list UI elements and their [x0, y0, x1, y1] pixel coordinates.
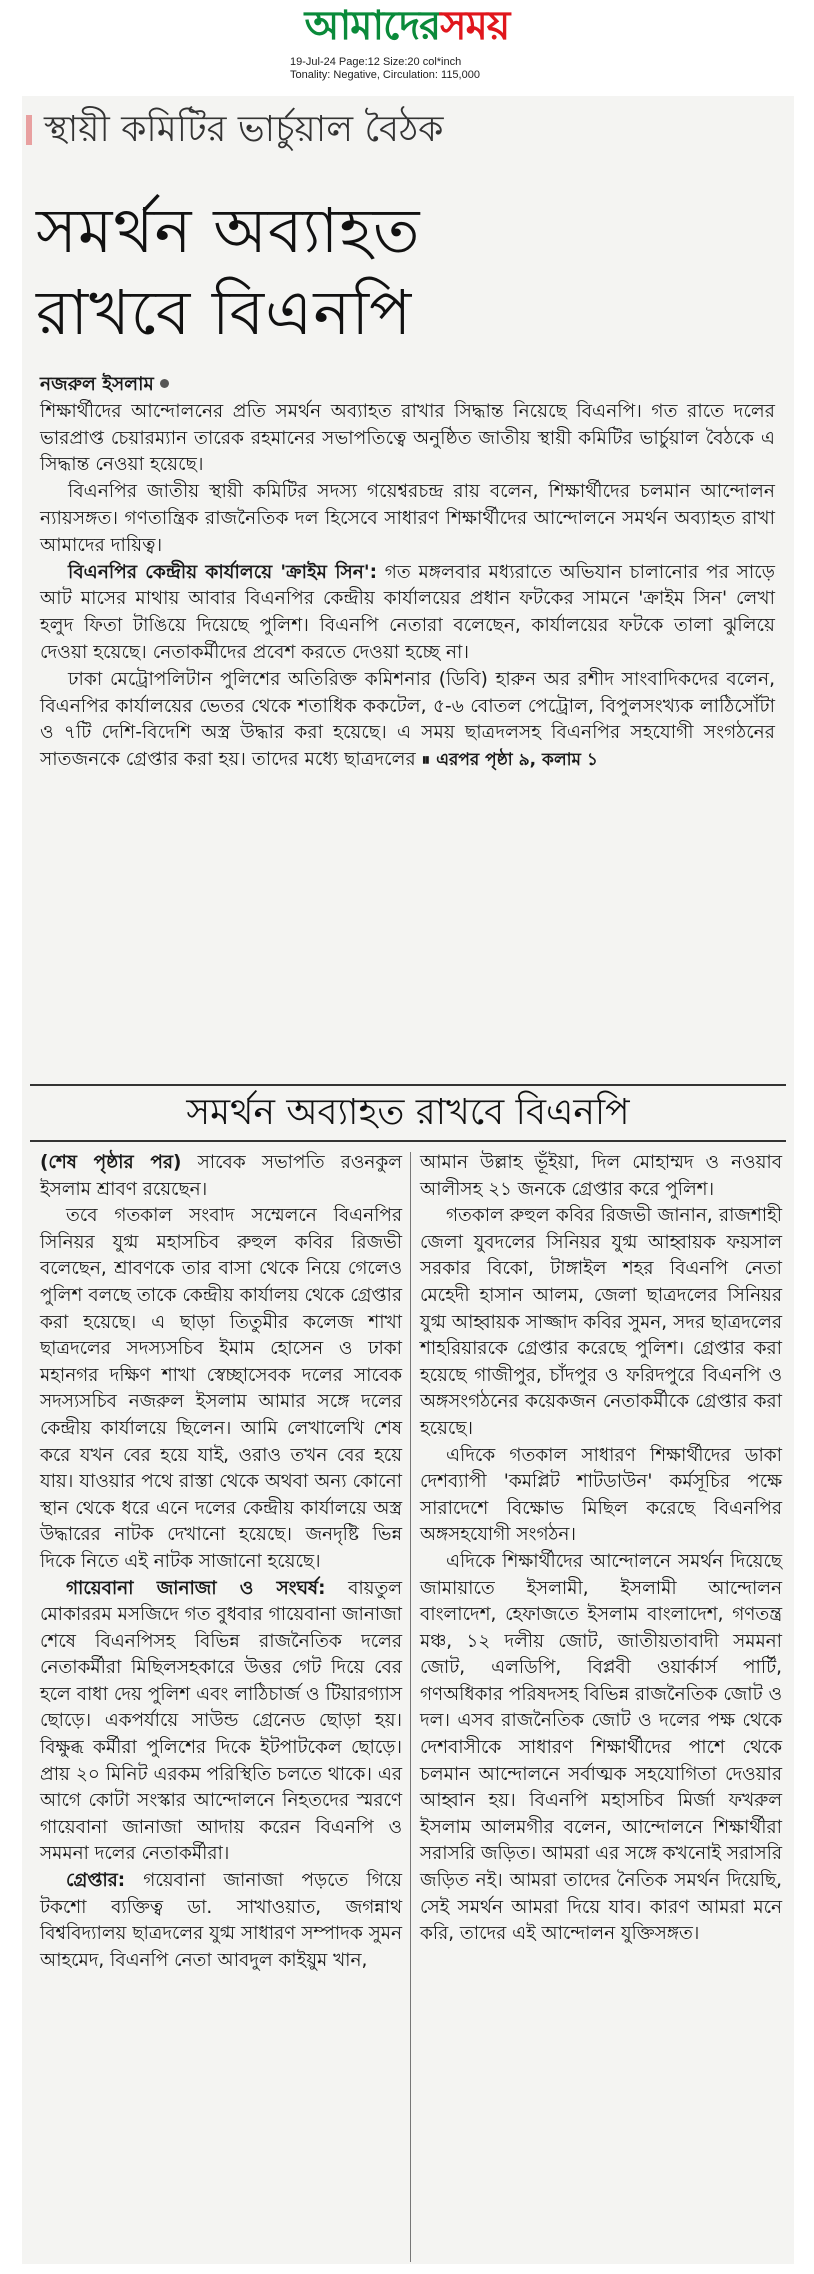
article-kicker	[26, 108, 443, 152]
continued-marker: ⏸ এরপর পৃষ্ঠা ৯, কলাম ১	[421, 750, 598, 771]
masthead	[0, 0, 814, 50]
column-divider	[410, 1152, 411, 2262]
kicker-bar-icon	[26, 115, 32, 145]
byline	[40, 372, 775, 399]
headline-line-2: রাখবে বিএনপি	[36, 276, 413, 349]
paragraph-3-text: গত মঙ্গলবার মধ্যরাতে অভিযান চালানোর পর সাড়ে আট মাসের মাথায় আবার বিএনপির কেন্দ্রীয় কার্যালয়ের প্রধান ফটকের সামনে 'ক্রাইম সিন' লেখা হলুদ ফিতা টাঙিয়ে দিয়েছে পুলিশ। বিএনপি নেতারা বলেছেন, কার্যালয়ের ফটকে তালা ঝুলিয়ে দেওয়া হয়েছে। নেতাকর্মীদের প্রবেশ করতে দেওয়া হচ্ছে না।	[40, 561, 775, 663]
byline-name: নজরুল ইসলাম	[40, 374, 154, 395]
jump-headline: সমর্থন অব্যাহত রাখবে বিএনপি	[186, 1092, 630, 1133]
logo-text-part2: সময়	[440, 3, 510, 49]
subheading-crime-scene: বিএনপির কেন্দ্রীয় কার্যালয়ে 'ক্রাইম সিন':	[68, 561, 378, 583]
jump-left-paragraph-1	[40, 1150, 402, 1203]
paragraph-3	[40, 560, 775, 667]
paragraph-2: বিএনপির জাতীয় স্থায়ী কমিটির সদস্য গয়েশ্বরচন্দ্র রায় বলেন, শিক্ষার্থীদের চলমান আন্দোলন ন্যায়সঙ্গত। গণতান্ত্রিক রাজনৈতিক দল হিসেবে সাধারণ শিক্ষার্থীদের আন্দোলনে সমর্থন অব্যাহত রাখা আমাদের দায়িত্ব।	[40, 481, 775, 556]
subheading-arrest: গ্রেপ্তার:	[66, 1870, 126, 1892]
date-page-size: 19-Jul-24 Page:12 Size:20 col*inch	[290, 56, 462, 68]
jump-left-paragraph-1-text: সাবেক সভাপতি রওনকুল ইসলাম শ্রাবণ রয়েছেন।	[40, 1152, 402, 1200]
jump-column-right	[420, 1150, 782, 1948]
jump-bottom-rule	[30, 1140, 786, 1142]
jump-right-paragraph-3: এদিকে গতকাল সাধারণ শিক্ষার্থীদের ডাকা দেশব্যাপী 'কমপ্লিট শাটডাউন' কর্মসূচির পক্ষে সারাদেশে বিক্ষোভ মিছিল করেছে বিএনপির অঙ্গসহযোগী সংগঠন।	[420, 1444, 782, 1546]
tonality-circulation: Tonality: Negative, Circulation: 115,000	[290, 69, 480, 81]
article-headline	[36, 190, 756, 354]
article-body	[40, 372, 775, 774]
headline-line-1: সমর্থন অব্যাহত	[36, 194, 421, 267]
continued-from-label: (শেষ পৃষ্ঠার পর)	[40, 1152, 182, 1173]
jump-top-rule	[30, 1084, 786, 1086]
jump-left-paragraph-3	[40, 1576, 402, 1869]
jump-left-paragraph-3-text: বায়তুল মোকাররম মসজিদে গত বুধবার গায়েবানা জানাজা শেষে বিএনপিসহ বিভিন্ন রাজনৈতিক দলের নেতাকর্মীরা মিছিলসহকারে উত্তর গেট দিয়ে বের হলে বাধা দেয় পুলিশ এবং লাঠিচার্জ ও টিয়ারগ্যাস ছোড়ে। একপর্যায়ে সাউন্ড গ্রেনেড ছোড়া হয়। বিক্ষুব্ধ কর্মীরা পুলিশের দিকে ইটপাটকেল ছোড়ে। প্রায় ২০ মিনিট এরকম পরিস্থিতি চলতে থাকে। এর আগে কোটা সংস্কার আন্দোলনে নিহতদের স্মরণে গায়েবানা জানাজা আদায় করেন বিএনপি ও সমমনা দলের নেতাকর্মীরা।	[40, 1577, 402, 1865]
clipping-metadata	[290, 56, 590, 82]
jump-left-paragraph-2: তবে গতকাল সংবাদ সম্মেলনে বিএনপির সিনিয়র যুগ্ম মহাসচিব রুহুল কবির রিজভী বলেছেন, শ্রাবণকে তার বাসা থেকে নিয়ে গেলেও পুলিশ বলছে তাকে কেন্দ্রীয় কার্যালয় থেকে গ্রেপ্তার করা হয়েছে। এ ছাড়া তিতুমীর কলেজ শাখা ছাত্রদলের সদস্যসচিব ইমাম হোসেন ও ঢাকা মহানগর দক্ষিণ শাখা স্বেচ্ছাসেবক দলের সাবেক সদস্যসচিব নজরুল ইসলাম আমার সঙ্গে দলের কেন্দ্রীয় কার্যালয়ে ছিলেন। আমি লেখালেখি শেষ করে যখন বের হয়ে যাই, ওরাও তখন বের হয়ে যায়। যাওয়ার পথে রাস্তা থেকে অথবা অন্য কোনো স্থান থেকে ধরে এনে দলের কেন্দ্রীয় কার্যালয়ে অস্ত্র উদ্ধারের নাটক দেখানো হয়েছে। জনদৃষ্টি ভিন্ন দিকে নিতে এই নাটক সাজানো হয়েছে।	[40, 1205, 402, 1572]
jump-left-paragraph-4-text: গয়েবানা জানাজা পড়তে গিয়ে টকশো ব্যক্তিত্ব ডা. সাখাওয়াত, জগন্নাথ বিশ্ববিদ্যালয় ছাত্রদলের যুগ্ম সাধারণ সম্পাদক সুমন আহমেদ, বিএনপি নেতা আবদুল কাইয়ুম খান,	[40, 1870, 402, 1971]
paragraph-4-text: ঢাকা মেট্রোপলিটান পুলিশের অতিরিক্ত কমিশনার (ডিবি) হারুন অর রশীদ সাংবাদিকদের বলেন, বিএনপির কার্যালয়ের ভেতর থেকে শতাধিক ককটেল, ৫-৬ বোতল পেট্রোল, বিপুলসংখ্যক লাঠিসোঁটা ও ৭টি দেশি-বিদেশি অস্ত্র উদ্ধার করা হয়েছে। এ সময় ছাত্রদলসহ বিএনপির সহযোগী সংগঠনের সাতজনকে গ্রেপ্তার করা হয়। তাদের মধ্যে ছাত্রদলের	[40, 668, 775, 771]
jump-right-paragraph-4: এদিকে শিক্ষার্থীদের আন্দোলনে সমর্থন দিয়েছে জামায়াতে ইসলামী, ইসলামী আন্দোলন বাংলাদেশ, হেফাজতে ইসলাম বাংলাদেশ, গণতন্ত্র মঞ্চ, ১২ দলীয় জোট, জাতীয়তাবাদী সমমনা জোট, এলডিপি, বিপ্লবী ওয়ার্কার্স পার্টি, গণঅধিকার পরিষদসহ বিভিন্ন রাজনৈতিক জোট ও দল। এসব রাজনৈতিক জোট ও দলের পক্ষ থেকে দেশবাসীকে সাধারণ শিক্ষার্থীদের পাশে থেকে চলমান আন্দোলনে সর্বাত্মক সহযোগিতা দেওয়ার আহ্বান হয়। বিএনপি মহাসচিব মির্জা ফখরুল ইসলাম আলমগীর বলেন, আন্দোলনে শিক্ষার্থীরা সরাসরি জড়িত। আমরা এর সঙ্গে কখনোই সরাসরি জড়িত নই। আমরা তাদের নৈতিক সমর্থন দিয়েছি, সেই সমর্থন আমরা দিয়ে যাব। কারণ আমরা মনে করি, তাদের এই আন্দোলন যুক্তিসঙ্গত।	[420, 1550, 782, 1945]
kicker-text: স্থায়ী কমিটির ভার্চুয়াল বৈঠক	[44, 109, 444, 150]
jump-column-left	[40, 1150, 402, 1974]
bullet-icon	[160, 379, 169, 388]
logo-text-part1: আমাদের	[304, 3, 441, 49]
subheading-funeral-clash: গায়েবানা জানাজা ও সংঘর্ষ:	[66, 1577, 326, 1599]
paragraph-4	[40, 667, 775, 774]
jump-right-paragraph-1: আমান উল্লাহ ভূঁইয়া, দিল মোহাম্মদ ও নওয়াব আলীসহ ২১ জনকে গ্রেপ্তার করে পুলিশ।	[420, 1152, 782, 1200]
newspaper-logo	[305, 2, 510, 50]
paragraph-1: শিক্ষার্থীদের আন্দোলনের প্রতি সমর্থন অব্যাহত রাখার সিদ্ধান্ত নিয়েছে বিএনপি। গত রাতে দলের ভারপ্রাপ্ত চেয়ারম্যান তারেক রহমানের সভাপতিত্বে অনুষ্ঠিত জাতীয় স্থায়ী কমিটির ভার্চুয়াল বৈঠকে এ সিদ্ধান্ত নেওয়া হয়েছে।	[40, 400, 775, 476]
jump-left-paragraph-4	[40, 1868, 402, 1974]
jump-right-paragraph-2: গতকাল রুহুল কবির রিজভী জানান, রাজশাহী জেলা যুবদলের সিনিয়র যুগ্ম আহ্বায়ক ফয়সাল সরকার বিকো, টাঙ্গাইল শহর বিএনপি নেতা মেহেদী হাসান আলম, জেলা ছাত্রদলের সিনিয়র যুগ্ম আহ্বায়ক সাজ্জাদ কবির সুমন, সদর ছাত্রদলের শাহরিয়ারকে গ্রেপ্তার করেছে পুলিশ। গ্রেপ্তার করা হয়েছে গাজীপুর, চাঁদপুর ও ফরিদপুরে বিএনপি ও অঙ্গসংগঠনের কয়েকজন নেতাকর্মীকে গ্রেপ্তার করা হয়েছে।	[420, 1205, 782, 1439]
